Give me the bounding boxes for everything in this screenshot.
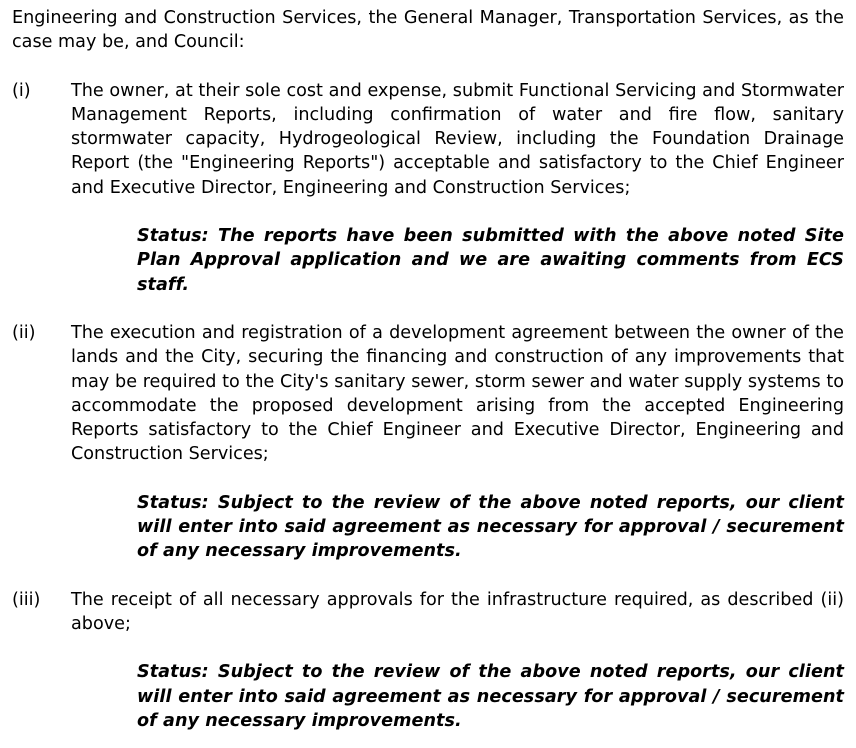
status-note: Status: Subject to the review of the above noted reports, our client will enter into said agreement as necessary for approval / securement of any necessary improvements. (137, 662, 844, 731)
item-number: (ii) (12, 322, 36, 343)
intro-paragraph: Engineering and Construction Services, the General Manager, Transportation Services, as the case may be, and Council: (12, 8, 844, 53)
status-note: Status: The reports have been submitted with the above noted Site Plan Approval application and we are awaiting comments from ECS staff. (137, 226, 844, 295)
item-text: The receipt of all necessary approvals for the infrastructure required, as described (ii) above; (71, 589, 844, 634)
list-item-i (12, 79, 844, 200)
item-text: The execution and registration of a development agreement between the owner of the lands and the City, securing the financing and construction of any improvements that may be required to the City's sanitary sewer, storm sewer and water supply systems to accommodate the proposed development arising from the accepted Engineering Reports satisfactory to the Chief Engineer and Executive Director, Engineering and Construction Services; (71, 322, 844, 465)
document-page (12, 6, 844, 733)
item-text: The owner, at their sole cost and expense, submit Functional Servicing and Stormwater Management Reports, including confirmation of water and fire flow, sanitary stormwater capacity, Hydrogeological Review, including the Foundation Drainage Report (the "Engineering Reports") acceptable and satisfactory to the Chief Engineer and Executive Director, Engineering and Construction Services; (71, 80, 844, 198)
item-number: (i) (12, 80, 31, 101)
list-item-ii (12, 321, 844, 467)
list-item-iii (12, 588, 844, 637)
item-number: (iii) (12, 589, 41, 610)
status-note: Status: Subject to the review of the above noted reports, our client will enter into said agreement as necessary for approval / securement of any necessary improvements. (137, 492, 844, 562)
